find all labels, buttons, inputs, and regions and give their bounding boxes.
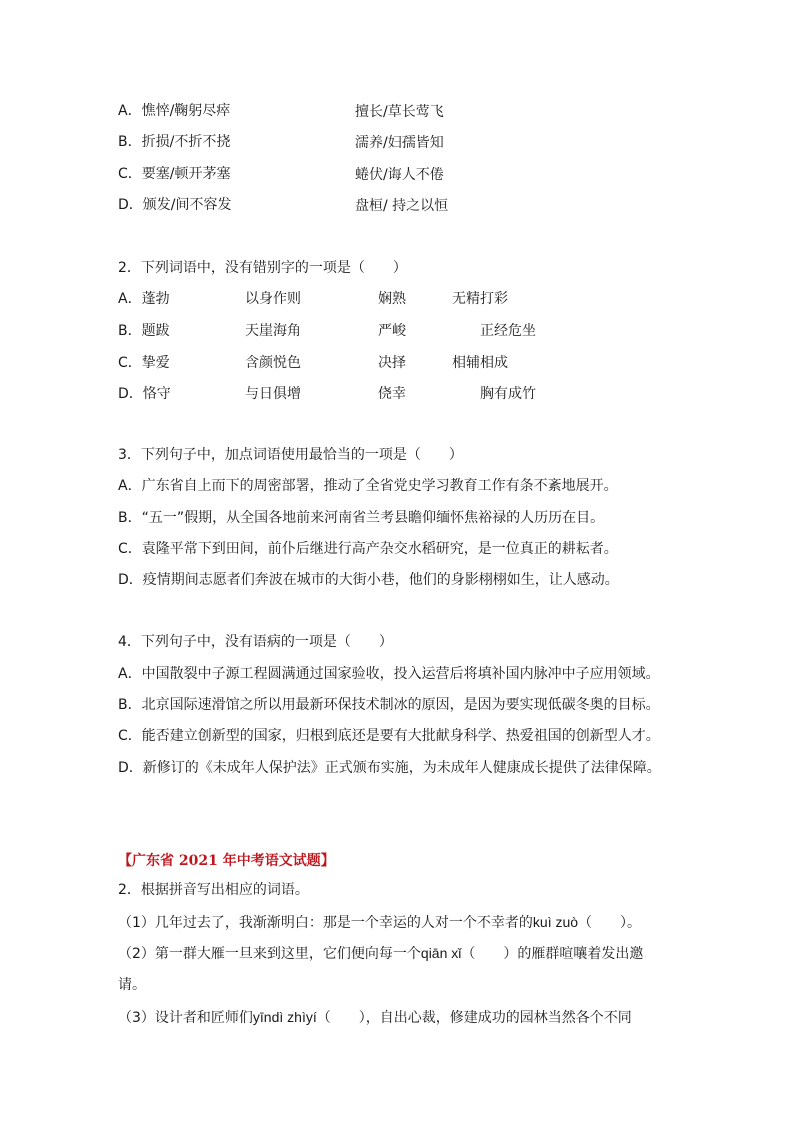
section2-stem: 2．根据拼音写出相应的词语。: [118, 882, 309, 898]
pinyin-item-1-prefix: （1）几年过去了，我渐渐明白：那是一个幸运的人对一个不幸者的: [118, 915, 533, 931]
q4-option-d: D．新修订的《未成年人保护法》正式颁布实施，为未成年人健康成长提供了法律保障。: [118, 760, 661, 776]
q2-b-col1: B．题跋: [118, 323, 170, 339]
q3-option-c: C．袁隆平常下到田间，前仆后继进行高产杂交水稻研究，是一位真正的耕耘者。: [118, 541, 618, 557]
q1-option-b-right: 濡养/妇孺皆知: [355, 135, 444, 151]
q4-stem: 4．下列句子中，没有语病的一项是（ ）: [118, 634, 393, 650]
q1-option-c: [118, 164, 231, 184]
q1-option-c-left: C．要塞/顿开茅塞: [118, 166, 231, 182]
pinyin-item-2-cont: 请。: [118, 977, 146, 993]
q4-option-b: B．北京国际速滑馆之所以用最新环保技术制冰的原因，是因为要实现低碳冬奥的目标。: [118, 697, 660, 713]
q1-option-c-right: 蜷伏/诲人不倦: [355, 167, 444, 183]
pinyin-item-3-pinyin: yīndì zhìyí: [252, 1009, 317, 1025]
pinyin-item-1-pinyin: kuì zuò: [532, 914, 579, 930]
pinyin-item-2-prefix: （2）第一群大雁一旦来到这里，它们便向每一个: [118, 946, 421, 962]
q2-stem: 2．下列词语中，没有错别字的一项是（ ）: [118, 260, 407, 276]
q2-d-col2: 与日俱增: [245, 386, 301, 402]
q1-option-d-left: D．颁发/间不容发: [118, 197, 232, 213]
pinyin-item-3-prefix: （3）设计者和匠师们: [118, 1010, 253, 1026]
pinyin-item-2: [118, 943, 643, 964]
q2-d-col1: D．恪守: [118, 386, 171, 402]
pinyin-item-3: [118, 1007, 632, 1028]
q1-option-a-right: 擅长/草长莺飞: [355, 104, 444, 120]
q1-option-d: [118, 195, 232, 215]
q2-d-col3: 侥幸: [378, 386, 406, 402]
section-heading: 【广东省 2021 年中考语文试题】: [118, 853, 335, 869]
q3-option-a: A．广东省自上而下的周密部署，推动了全省党史学习教育工作有条不紊地展开。: [118, 478, 618, 494]
q1-option-b: [118, 132, 230, 152]
q2-a-col1: A．蓬勃: [118, 291, 170, 307]
q4-option-c: C．能否建立创新型的国家，归根到底还是要有大批献身科学、热爱祖国的创新型人才。: [118, 728, 660, 744]
q3-stem: 3．下列句子中，加点词语使用最恰当的一项是（ ）: [118, 447, 463, 463]
pinyin-item-2-suffix: （ ）的雁群喧嚷着发出邀: [461, 946, 644, 962]
q2-c-col3: 决择: [378, 355, 406, 371]
pinyin-item-1-suffix: （ ）。: [578, 915, 642, 931]
q4-option-a: A．中国散裂中子源工程圆满通过国家验收，投入运营后将填补国内脉冲中子应用领域。: [118, 666, 660, 682]
q2-b-col2: 天崖海角: [245, 323, 301, 339]
q3-option-b: B．“五一”假期，从全国各地前来河南省兰考县瞻仰缅怀焦裕禄的人历历在目。: [118, 510, 605, 526]
q2-b-col4: 正经危坐: [480, 323, 536, 339]
pinyin-item-1: [118, 912, 641, 933]
q2-a-col3: 娴熟: [378, 291, 406, 307]
q1-option-d-right: 盘桓/ 持之以恒: [355, 198, 449, 214]
pinyin-item-2-pinyin: qiān xǐ: [420, 945, 462, 961]
q2-b-col3: 严峻: [378, 323, 406, 339]
q2-d-col4: 胸有成竹: [480, 386, 536, 402]
q1-option-b-left: B．折损/不折不挠: [118, 134, 231, 150]
q3-option-d: D．疫情期间志愿者们奔波在城市的大街小巷，他们的身影栩栩如生，让人感动。: [118, 572, 619, 588]
q1-option-a: [118, 101, 230, 121]
q2-c-col1: C．挚爱: [118, 355, 170, 371]
pinyin-item-3-suffix: （ ），自出心裁，修建成功的园林当然各个不同: [316, 1010, 632, 1026]
q1-option-a-left: A．憔悴/鞠躬尽瘁: [118, 103, 231, 119]
q2-c-col2: 含颜悦色: [245, 355, 301, 371]
q2-a-col4: 无精打彩: [452, 291, 508, 307]
q2-a-col2: 以身作则: [245, 291, 301, 307]
q2-c-col4: 相辅相成: [452, 355, 508, 371]
